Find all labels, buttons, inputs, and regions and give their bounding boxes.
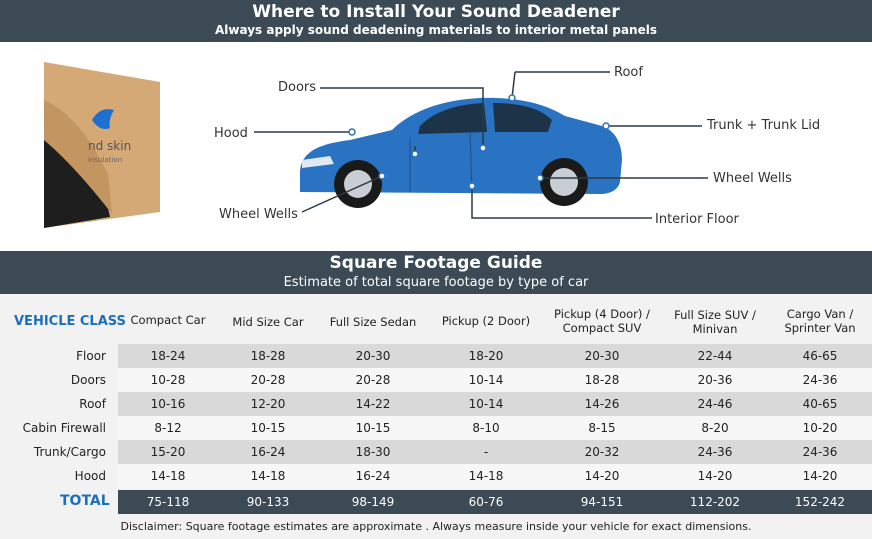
table-cell: 8-20: [701, 421, 729, 435]
table-cell: 14-18: [468, 469, 504, 483]
column-header: Cargo Van / Sprinter Van: [784, 307, 856, 335]
total-label: TOTAL: [60, 493, 110, 509]
table-cell: 14-20: [802, 469, 838, 483]
guide-subtitle: Estimate of total square footage by type of car: [283, 275, 589, 290]
callout-wheel-wells-right: Wheel Wells: [713, 171, 792, 186]
table-cell: -: [483, 445, 489, 459]
table-cell: 12-20: [250, 397, 286, 411]
column-header: Pickup (4 Door) / Compact SUV: [554, 307, 650, 335]
callout-doors: Doors: [278, 80, 317, 95]
table-cell: 14-22: [355, 397, 391, 411]
table-cell: 20-28: [250, 373, 286, 387]
square-footage-table: [0, 294, 872, 539]
total-cell: 90-133: [246, 495, 290, 509]
product-sub-text: insulation: [88, 156, 123, 164]
table-cell: 10-15: [355, 421, 391, 435]
table-cell: 20-32: [584, 445, 620, 459]
table-cell: 8-10: [472, 421, 500, 435]
table-cell: 20-36: [697, 373, 733, 387]
table-cell: 10-14: [468, 397, 504, 411]
install-diagram: [0, 42, 872, 251]
disclaimer: Disclaimer: Square footage estimates are approximate . Always measure inside your vehicle for exact dimensions.: [120, 520, 752, 533]
table-cell: 14-20: [584, 469, 620, 483]
guide-title: Square Footage Guide: [329, 253, 543, 273]
column-header: Mid Size Car: [232, 315, 304, 329]
table-cell: 40-65: [802, 397, 838, 411]
callout-interior-floor: Interior Floor: [655, 212, 739, 227]
table-cell: 18-28: [584, 373, 620, 387]
table-cell: 46-65: [802, 349, 838, 363]
header-band: [0, 0, 872, 42]
table-cell: 18-24: [150, 349, 186, 363]
callout-hood: Hood: [214, 126, 248, 141]
table-cell: 8-15: [588, 421, 616, 435]
total-cell: 94-151: [580, 495, 624, 509]
total-cell: 112-202: [689, 495, 741, 509]
total-cell: 60-76: [468, 495, 504, 509]
table-cell: 18-30: [355, 445, 391, 459]
callout-trunk: Trunk + Trunk Lid: [707, 118, 821, 133]
row-label: Doors: [70, 373, 106, 387]
table-cell: 14-20: [697, 469, 733, 483]
table-cell: 18-28: [250, 349, 286, 363]
table-cell: 24-36: [802, 445, 838, 459]
table-cell: 16-24: [355, 469, 391, 483]
table-cell: 14-18: [150, 469, 186, 483]
callout-wheel-wells-left: Wheel Wells: [219, 207, 298, 222]
table-cell: 22-44: [697, 349, 733, 363]
table-cell: 20-28: [355, 373, 391, 387]
vehicle-class-header: VEHICLE CLASS: [14, 314, 126, 329]
product-brand-text: nd skin: [88, 139, 132, 153]
table-cell: 10-16: [150, 397, 186, 411]
row-label: Hood: [74, 469, 106, 483]
row-label: Roof: [79, 397, 106, 411]
column-header: Pickup (2 Door): [441, 314, 531, 328]
row-label: Cabin Firewall: [22, 421, 106, 435]
guide-header-band: [0, 251, 872, 294]
table-cell: 24-36: [697, 445, 733, 459]
column-header: Compact Car: [130, 313, 206, 327]
total-cell: 75-118: [146, 495, 190, 509]
page-title: Where to Install Your Sound Deadener: [252, 2, 620, 22]
table-cell: 16-24: [250, 445, 286, 459]
table-cell: 10-15: [250, 421, 286, 435]
callout-roof: Roof: [614, 65, 643, 80]
table-cell: 14-18: [250, 469, 286, 483]
table-cell: 15-20: [150, 445, 186, 459]
product-sheet-image: [44, 62, 160, 228]
table-cell: 18-20: [468, 349, 504, 363]
table-cell: 10-28: [150, 373, 186, 387]
column-header: Full Size SUV / Minivan: [674, 308, 756, 336]
column-header: Full Size Sedan: [329, 315, 417, 329]
total-cell: 152-242: [794, 495, 846, 509]
table-cell: 20-30: [584, 349, 620, 363]
table-cell: 24-36: [802, 373, 838, 387]
table-cell: 20-30: [355, 349, 391, 363]
row-label: Floor: [76, 349, 106, 363]
table-cell: 10-20: [802, 421, 838, 435]
page-subtitle: Always apply sound deadening materials to interior metal panels: [214, 23, 657, 37]
table-cell: 8-12: [154, 421, 182, 435]
table-cell: 10-14: [468, 373, 504, 387]
row-label: Trunk/Cargo: [33, 445, 106, 459]
table-cell: 24-46: [697, 397, 733, 411]
table-cell: 14-26: [584, 397, 620, 411]
total-cell: 98-149: [351, 495, 395, 509]
